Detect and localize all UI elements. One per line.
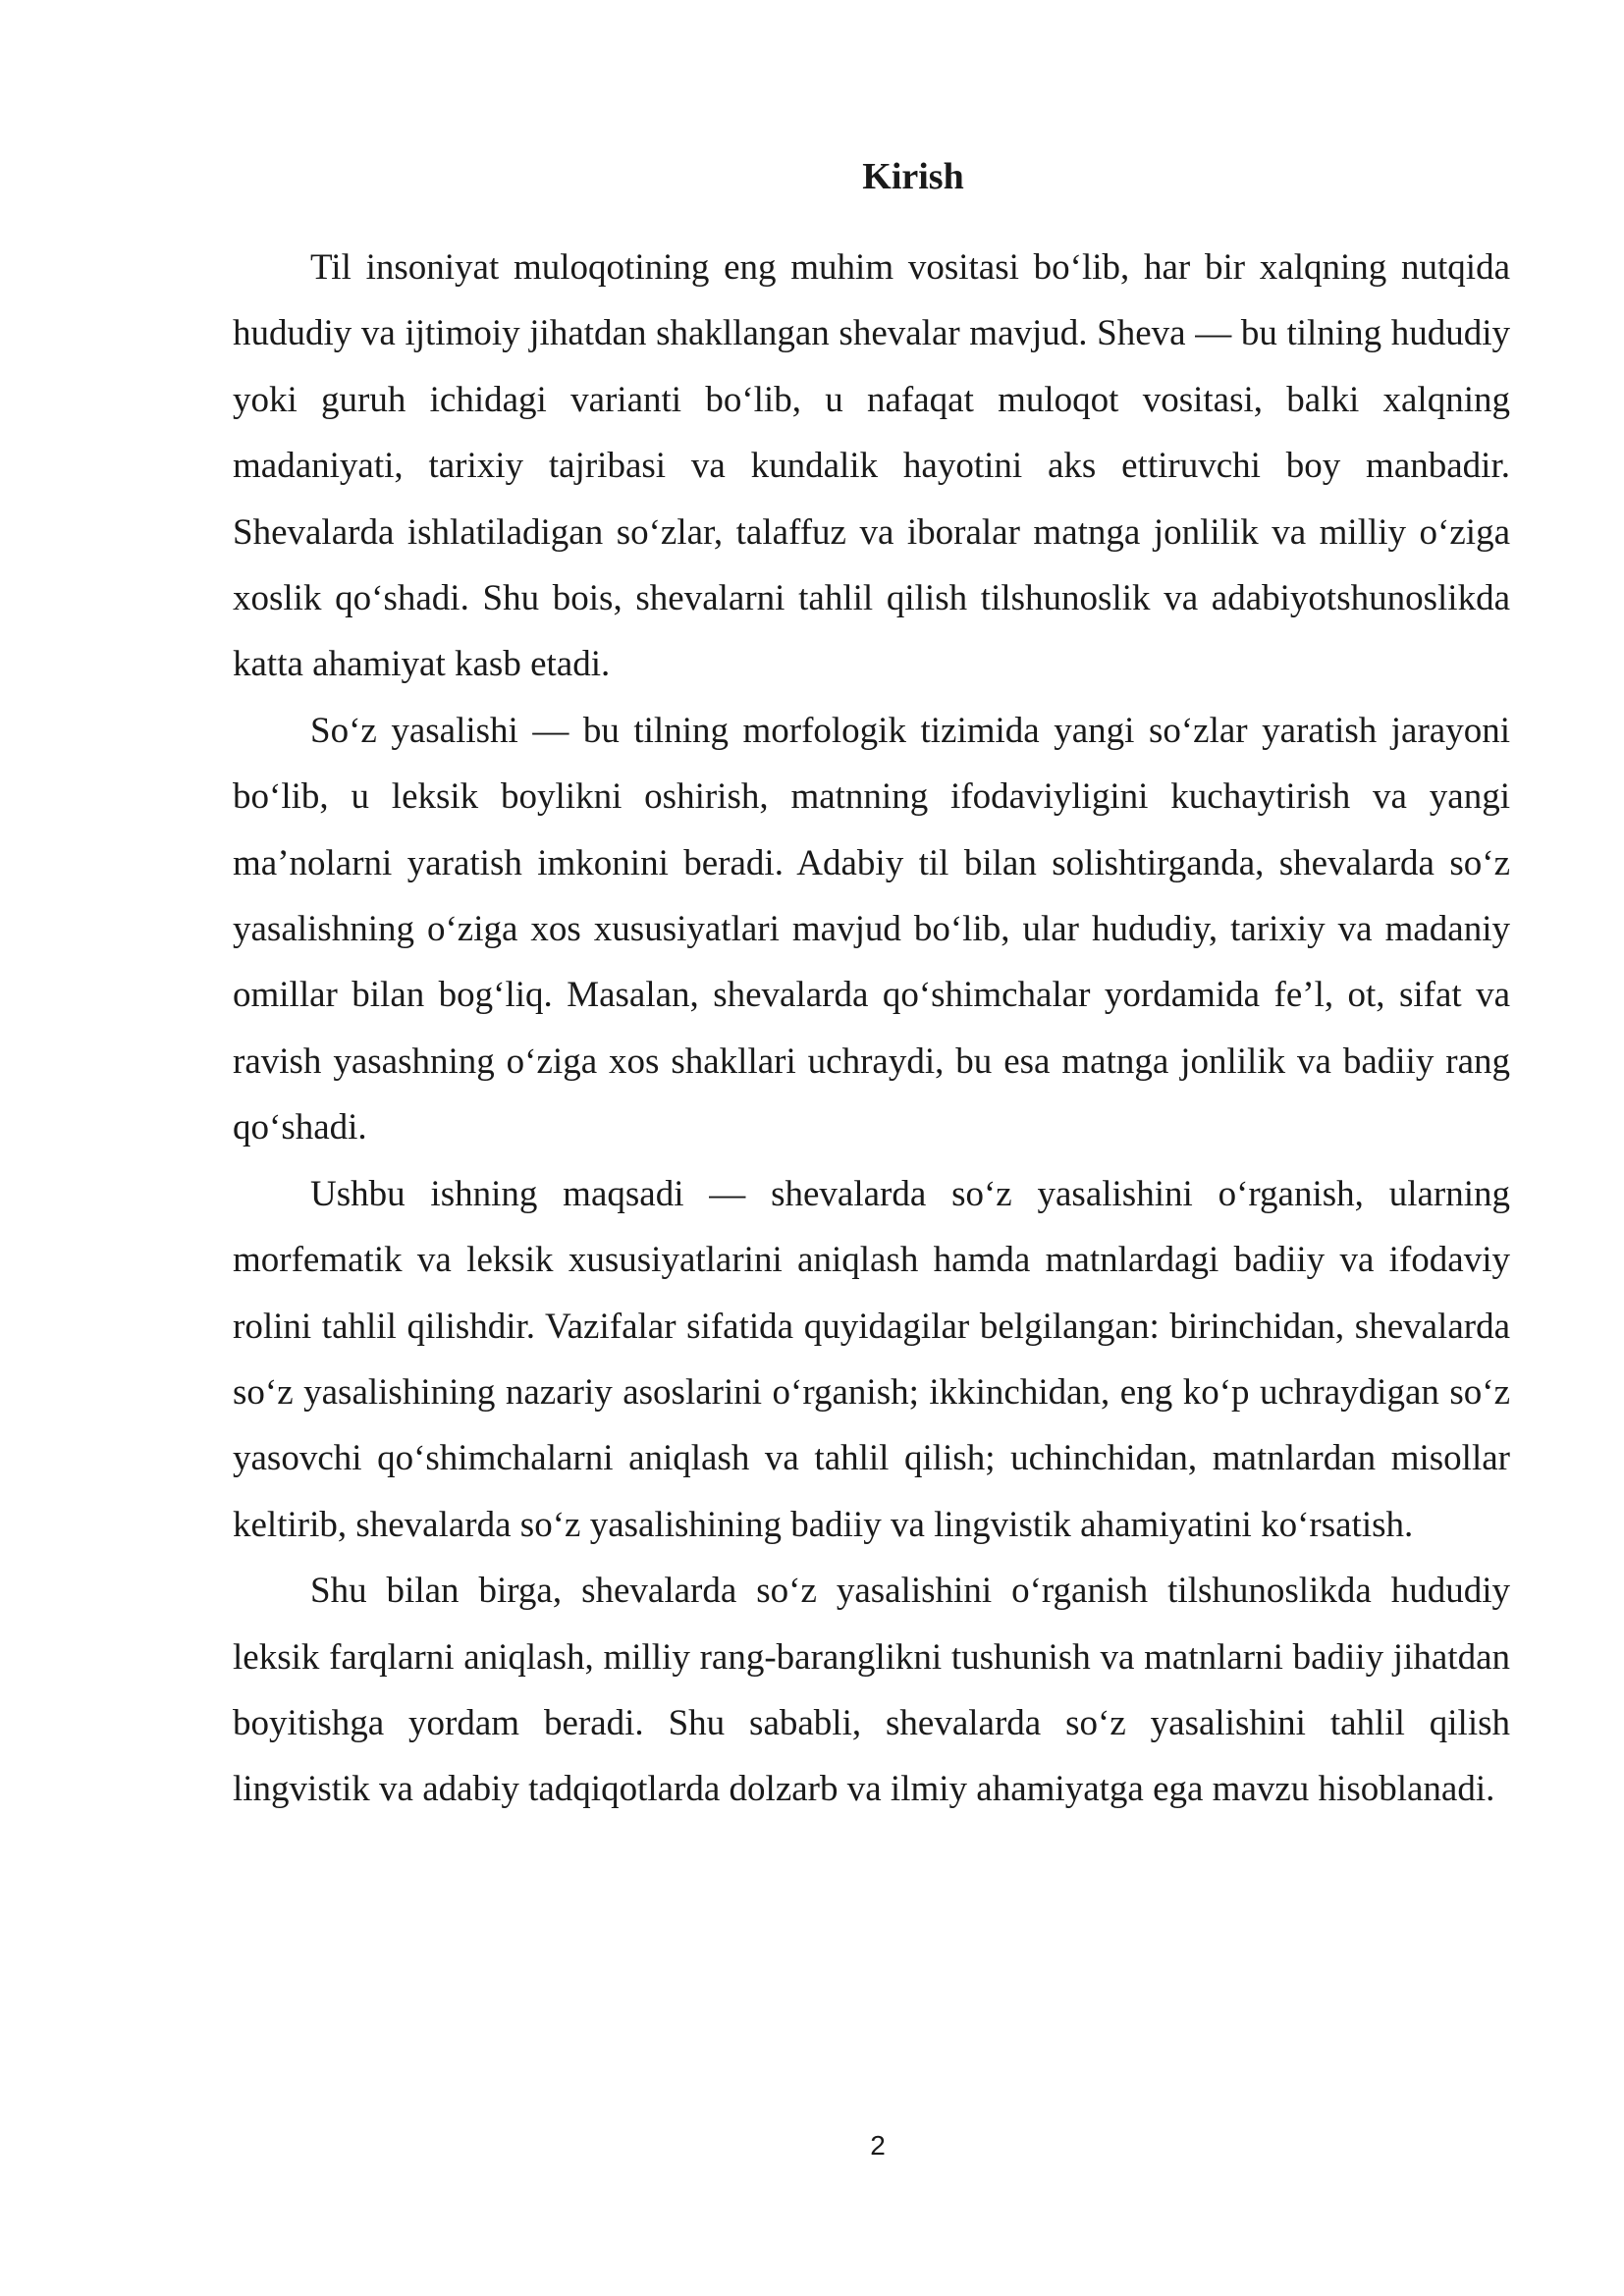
page-number: 2 bbox=[870, 2130, 886, 2161]
paragraph-4: Shu bilan birga, shevalarda so‘z yasalishini o‘rganish tilshunoslikda hududiy leksik farqlarni aniqlash, milliy rang-baranglikni tushunish va matnlarni badiiy jihatdan boyitishga yordam beradi. Shu sababli, shevalarda so‘z yasalishini tahlil qilish lingvistik va adabiy tadqiqotlarda dolzarb va ilmiy ahamiyatga ega mavzu hisoblanadi. bbox=[233, 1571, 1510, 1810]
paragraph-2: So‘z yasalishi — bu tilning morfologik tizimida yangi so‘zlar yaratish jarayoni bo‘lib, u leksik boylikni oshirish, matnning ifodaviyligini kuchaytirish va yangi ma’nolarni yaratish imkonini beradi. Adabiy til bilan solishtirganda, shevalarda so‘z yasalishning o‘ziga xos xususiyatlari mavjud bo‘lib, ular hududiy, tarixiy va madaniy omillar bilan bog‘liq. Masalan, shevalarda qo‘shimchalar yordamida fe’l, ot, sifat va ravish yasashning o‘ziga xos shakllari uchraydi, bu esa matnga jonlilik va badiiy rang qo‘shadi. bbox=[233, 710, 1510, 1148]
paragraph-1: Til insoniyat muloqotining eng muhim vositasi bo‘lib, har bir xalqning nutqida hududiy va ijtimoiy jihatdan shakllangan shevalar mavjud. Sheva — bu tilning hududiy yoki guruh ichidagi varianti bo‘lib, u nafaqat muloqot vositasi, balki xalqning madaniyati, tarixiy tajribasi va kundalik hayotini aks ettiruvchi boy manbadir. Shevalarda ishlatiladigan so‘zlar, talaffuz va iboralar matnga jonlilik va milliy o‘ziga xoslik qo‘shadi. Shu bois, shevalarni tahlil qilish tilshunoslik va adabiyotshunoslikda katta ahamiyat kasb etadi. bbox=[233, 247, 1510, 685]
section-heading: Kirish bbox=[862, 156, 964, 197]
body-text bbox=[233, 235, 1510, 1823]
paragraph-3: Ushbu ishning maqsadi — shevalarda so‘z yasalishini o‘rganish, ularning morfematik va leksik xususiyatlarini aniqlash hamda matnlardagi badiiy va ifodaviy rolini tahlil qilishdir. Vazifalar sifatida quyidagilar belgilangan: birinchidan, shevalarda so‘z yasalishining nazariy asoslarini o‘rganish; ikkinchidan, eng ko‘p uchraydigan so‘z yasovchi qo‘shimchalarni aniqlash va tahlil qilish; uchinchidan, matnlardan misollar keltirib, shevalarda so‘z yasalishining badiiy va lingvistik ahamiyatini ko‘rsatish. bbox=[233, 1173, 1510, 1545]
